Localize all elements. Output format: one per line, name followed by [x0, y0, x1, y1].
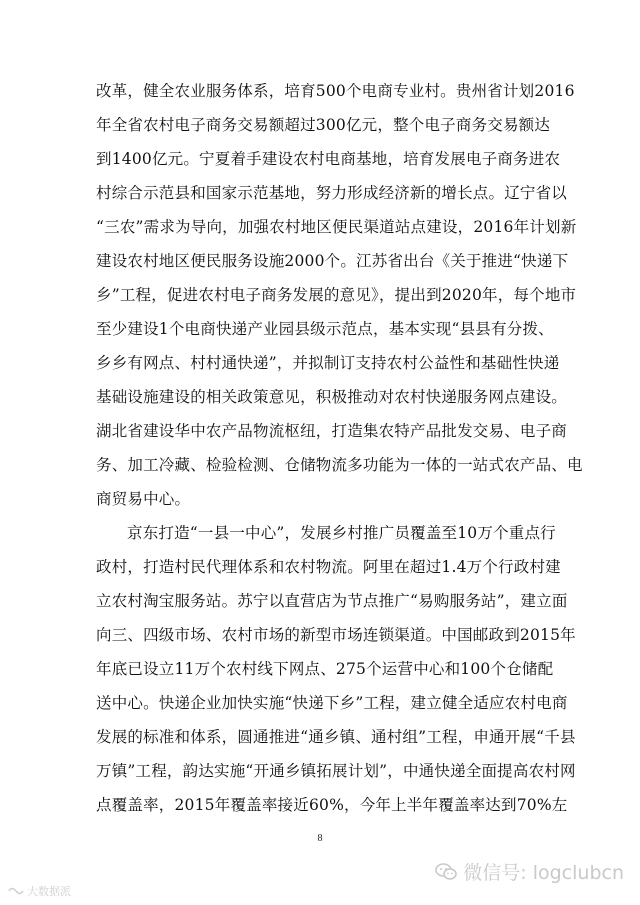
text-line: 京东打造“一县一中心”，发展乡村推广员覆盖至10万个重点行 [127, 524, 556, 542]
corner-watermark-text: 大数据派 [27, 885, 71, 898]
wechat-watermark [435, 858, 624, 885]
text-line: 点覆盖率，2015年覆盖率接近60%，今年上半年覆盖率达到70%左 [96, 796, 568, 814]
text-line: “三农”需求为导向，加强农村地区便民渠道站点建设，2016年计划新 [96, 218, 577, 236]
text-line: 务、加工冷藏、检验检测、仓储物流多功能为一体的一站式农产品、电 [96, 456, 583, 474]
text-line: 到1400亿元。宁夏着手建设农村电商基地，培育发展电子商务进农 [96, 150, 561, 168]
document-body [96, 74, 583, 822]
text-line: 乡乡有网点、村村通快递”，并拟制订支持农村公益性和基础性快递 [96, 354, 560, 372]
paragraph-2 [96, 516, 576, 822]
text-line: 村综合示范县和国家示范基地，努力形成经济新的增长点。辽宁省以 [96, 184, 568, 202]
wechat-id-text: 微信号: logclubcn [463, 862, 624, 884]
page-number: 8 [317, 833, 323, 844]
text-line: 万镇”工程，韵达实施“开通乡镇拓展计划”，中通快递全面提高农村网 [96, 762, 576, 780]
corner-watermark [8, 883, 71, 899]
text-line: 湖北省建设华中农产品物流枢纽，打造集农特产品批发交易、电子商 [96, 422, 568, 440]
text-line: 基础设施建设的相关政策意见，积极推动对农村快递服务网点建设。 [96, 388, 568, 406]
text-line: 建设农村地区便民服务设施2000个。江苏省出台《关于推进“快递下 [96, 252, 569, 270]
text-line: 至少建设1个电商快递产业园县级示范点，基本实现“县县有分拨、 [96, 320, 554, 338]
wechat-icon [435, 863, 457, 881]
text-line: 年全省农村电子商务交易额超过300亿元，整个电子商务交易额达 [96, 116, 551, 134]
text-line: 商贸易中心。 [96, 490, 191, 508]
text-line: 年底已设立11万个农村线下网点、275个运营中心和100个仓储配 [96, 660, 554, 678]
logo-icon [8, 885, 24, 897]
text-line: 立农村淘宝服务站。苏宁以直营店为节点推广“易购服务站”，建立面 [96, 592, 568, 610]
text-line: 送中心。快递企业加快实施“快递下乡”工程，建立健全适应农村电商 [96, 694, 568, 712]
text-line: 发展的标准和体系，圆通推进“通乡镇、通村组”工程，申通开展“千县 [96, 728, 576, 746]
text-line: 改革，健全农业服务体系，培育500个电商专业村。贵州省计划2016 [96, 82, 575, 100]
text-line: 政村，打造村民代理体系和农村物流。阿里在超过1.4万个行政村建 [96, 558, 561, 576]
text-line: 向三、四级市场、农村市场的新型市场连锁渠道。中国邮政到2015年 [96, 626, 576, 644]
text-line: 乡”工程，促进农村电子商务发展的意见》，提出到2020年，每个地市 [96, 286, 577, 304]
paragraph-1 [96, 74, 583, 516]
